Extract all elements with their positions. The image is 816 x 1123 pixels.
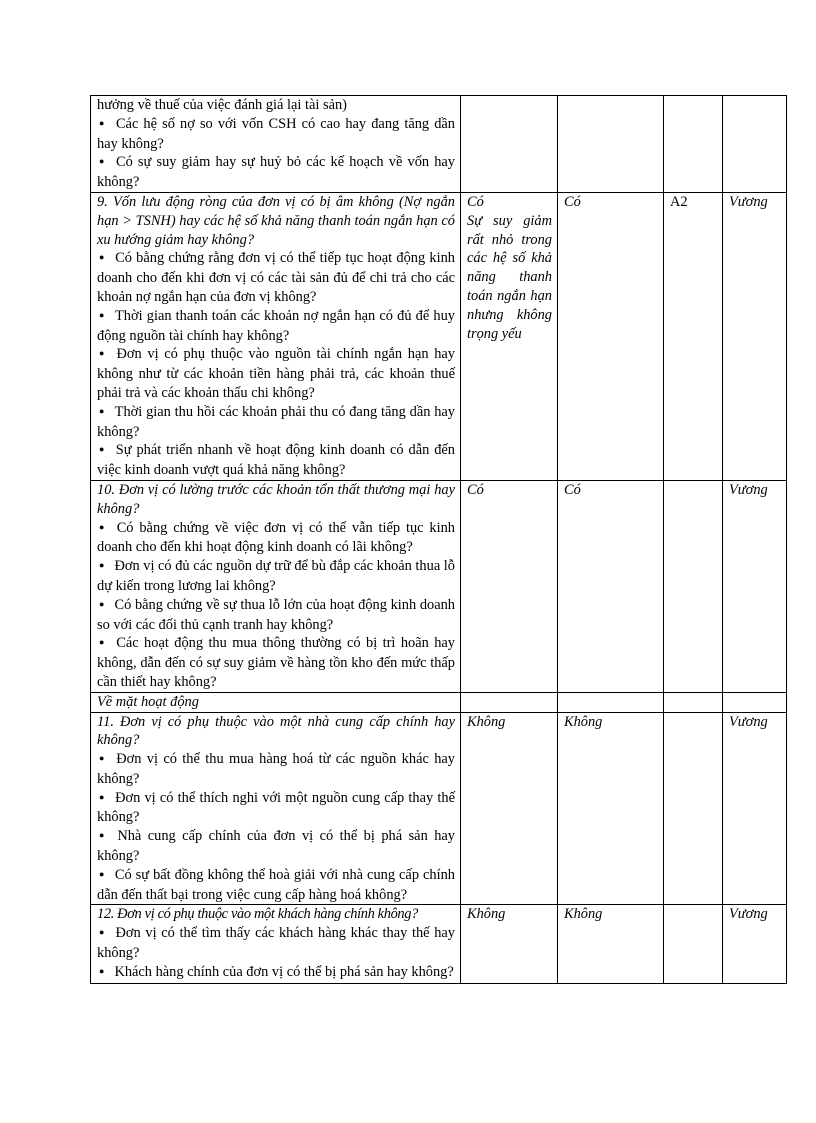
list-item: ● Đơn vị có thể thu mua hàng hoá từ các nguồn khác hay không? (97, 750, 455, 789)
conclusion-cell (558, 692, 664, 712)
conclusion-cell: Có (558, 192, 664, 480)
table-row (91, 96, 787, 193)
reference-cell (664, 96, 723, 193)
section-row (91, 692, 787, 712)
question-text: 10. Đơn vị có lường trước các khoản tổn thất thương mại hay không? (97, 481, 455, 517)
list-item: ● Nhà cung cấp chính của đơn vị có thể bị phá sản hay không? (97, 827, 455, 866)
audit-checklist-table (90, 95, 787, 984)
reference-cell (664, 480, 723, 692)
list-item: ● Sự phát triển nhanh về hoạt động kinh doanh có dẫn đến việc kinh doanh vượt quá khả năng không? (97, 441, 455, 480)
list-item: ● Có bằng chứng rằng đơn vị có thể tiếp tục hoạt động kinh doanh cho đến khi đơn vị có các tài sản đủ để chi trả cho các khoản nợ ngắn hạn của đơn vị không? (97, 249, 455, 306)
question-cell (91, 712, 461, 905)
table-row (91, 905, 787, 983)
answer-cell: Có (461, 480, 558, 692)
answer-cell (461, 692, 558, 712)
question-text: 12. Đơn vị có phụ thuộc vào một khách hàng chính không? (97, 906, 418, 923)
list-item: ● Có sự suy giảm hay sự huỷ bỏ các kế hoạch về vốn hay không? (97, 153, 455, 192)
conclusion-cell: Không (558, 712, 664, 905)
continuation-text: hưởng về thuế của việc đánh giá lại tài sản) (97, 97, 347, 113)
question-cell (91, 192, 461, 480)
question-text: 11. Đơn vị có phụ thuộc vào một nhà cung cấp chính hay không? (97, 713, 455, 749)
conclusion-cell (558, 96, 664, 193)
list-item: ● Thời gian thanh toán các khoản nợ ngắn hạn có đủ để huy động nguồn tài chính hay không? (97, 307, 455, 346)
list-item: ● Có bằng chứng về việc đơn vị có thể vẫn tiếp tục kinh doanh cho đến khi hoạt động kinh doanh có lãi không? (97, 519, 455, 558)
list-item: ● Khách hàng chính của đơn vị có thể bị phá sản hay không? (97, 963, 455, 983)
performer-cell (723, 96, 787, 193)
question-cell (91, 96, 461, 193)
section-heading: Về mặt hoạt động (91, 692, 461, 712)
performer-cell (723, 692, 787, 712)
performer-cell: Vương (723, 712, 787, 905)
reference-cell (664, 692, 723, 712)
list-item: ● Đơn vị có thể thích nghi với một nguồn cung cấp thay thế không? (97, 789, 455, 828)
list-item: ● Các hoạt động thu mua thông thường có bị trì hoãn hay không, dẫn đến có sự suy giảm về hàng tồn kho đến mức thấp cần thiết hay không? (97, 634, 455, 691)
list-item: ● Đơn vị có đủ các nguồn dự trữ để bù đắp các khoản thua lỗ dự kiến trong lương lai không? (97, 557, 455, 596)
list-item: ● Thời gian thu hồi các khoản phải thu có đang tăng dần hay không? (97, 403, 455, 442)
question-cell (91, 905, 461, 983)
question-cell (91, 480, 461, 692)
table-row (91, 712, 787, 905)
list-item: ● Đơn vị có phụ thuộc vào nguồn tài chính ngắn hạn hay không như từ các khoản tiền hàng phải trả, các khoản thuế phải trả và các khoản thấu chi không? (97, 345, 455, 402)
reference-cell (664, 905, 723, 983)
performer-cell: Vương (723, 192, 787, 480)
list-item: ● Đơn vị có thể tìm thấy các khách hàng khác thay thế hay không? (97, 924, 455, 963)
reference-cell (664, 712, 723, 905)
answer-cell: Không (461, 905, 558, 983)
list-item: ● Các hệ số nợ so với vốn CSH có cao hay đang tăng dần hay không? (97, 115, 455, 154)
table-row (91, 480, 787, 692)
conclusion-cell: Có (558, 480, 664, 692)
performer-cell: Vương (723, 480, 787, 692)
performer-cell: Vương (723, 905, 787, 983)
answer-text: Có (467, 193, 484, 210)
answer-cell (461, 96, 558, 193)
list-item: ● Có sự bất đồng không thể hoà giải với nhà cung cấp chính dẫn đến thất bại trong việc cung cấp hàng hoá không? (97, 866, 455, 905)
question-text: 9. Vốn lưu động ròng của đơn vị có bị âm không (Nợ ngắn hạn > TSNH) hay các hệ số khả năng thanh toán ngắn hạn có xu hướng giảm hay không? (97, 193, 455, 248)
answer-cell: Không (461, 712, 558, 905)
answer-note: Sự suy giảm rất nhỏ trong các hệ số khả năng thanh toán ngắn hạn nhưng không trọng yếu (467, 212, 552, 342)
list-item: ● Có bằng chứng về sự thua lỗ lớn của hoạt động kinh doanh so với các đối thủ cạnh tranh hay không? (97, 596, 455, 635)
reference-cell: A2 (664, 192, 723, 480)
answer-cell (461, 192, 558, 480)
table-row (91, 192, 787, 480)
conclusion-cell: Không (558, 905, 664, 983)
